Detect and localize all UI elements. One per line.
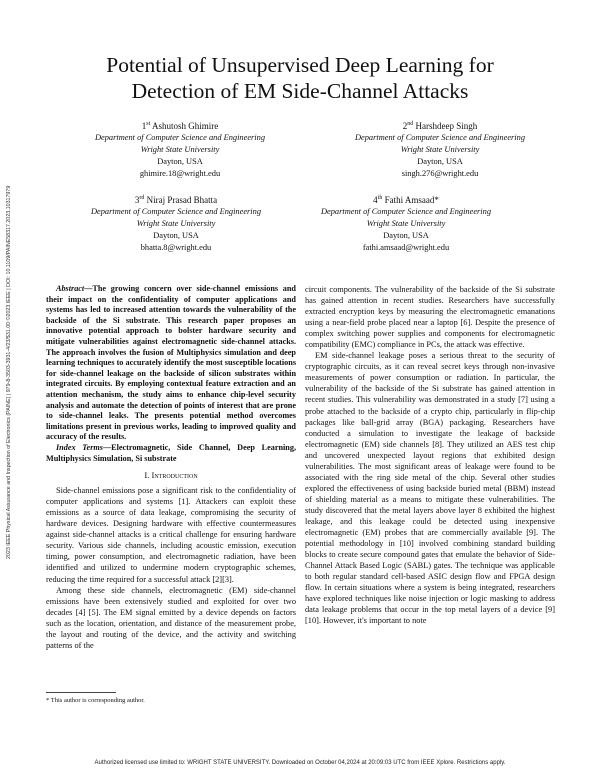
author-location: Dayton, USA <box>157 157 203 166</box>
left-column <box>46 284 296 651</box>
author-university: Wright State University <box>366 219 446 228</box>
author-location: Dayton, USA <box>417 157 463 166</box>
index-terms-label: Index Terms <box>56 442 103 452</box>
author-name: 4th Fathi Amsaad* <box>373 195 439 205</box>
abstract <box>46 284 296 443</box>
author-block-3 <box>66 192 286 254</box>
index-terms-text: —Electromagnetic, Side Channel, Deep Learning, Multiphysics Simulation, Si substrate <box>46 442 297 463</box>
author-block-2 <box>330 118 550 180</box>
author-name: 1st Ashutosh Ghimire <box>141 121 219 131</box>
paper-title <box>40 52 560 104</box>
author-block-1 <box>70 118 290 180</box>
index-terms <box>46 443 296 464</box>
right-paragraph-1: circuit components. The vulnerability of the backside of the Si substrate has gained attention in recent studies. Researchers have successfully extracted encryption keys by measuring the electromagnetic emanations using a near-field probe placed near a laptop [6]. Despite the presence of complex switching power supplies and components for electromagnetic compatibility (EMC) compliance in PCs, the attack was effective. <box>305 285 555 350</box>
footnote-rule <box>46 692 116 693</box>
author-department: Department of Computer Science and Engineering <box>320 207 492 216</box>
author-department: Department of Computer Science and Engineering <box>94 133 266 142</box>
author-department: Department of Computer Science and Engineering <box>354 133 526 142</box>
section-heading-introduction: I. Introduction <box>144 470 198 481</box>
author-email: fathi.amsaad@wright.edu <box>362 243 450 252</box>
author-department: Department of Computer Science and Engineering <box>90 207 262 216</box>
author-university: Wright State University <box>140 145 220 154</box>
author-block-4 <box>296 192 516 254</box>
license-footer: Authorized licensed use limited to: WRIGHT STATE UNIVERSITY. Downloaded on October 04,2024 at 20:09:03 UTC from IEEE Xplore. Restrictions apply. <box>94 760 506 766</box>
author-email: ghimire.18@wright.edu <box>139 169 221 178</box>
intro-paragraph-2: Among these side channels, electromagnetic (EM) side-channel emissions have been extensively studied and exploited for over two decades [4] [5]. The EM signal emitted by a device depends on factors such as the location, orientation, and distance of the measurement probe, the layout and routing of the device, and the activity and switching patterns of the <box>46 585 296 650</box>
author-university: Wright State University <box>136 219 216 228</box>
author-location: Dayton, USA <box>153 231 199 240</box>
intro-paragraph-1: Side-channel emissions pose a significant risk to the confidentiality of computer applications and systems [1]. Attackers can exploit these emissions as a source of data leakage, compromising the security of hardware devices. Designing hardware with effective countermeasures against side-channel attacks is a critical challenge for ensuring hardware security. Various side channels, including acoustic emission, execution timing, power consumption, and electromagnetic radiation, have been identified and utilized to undermine modern cryptographic schemes, reducing the time required for a successful attack [2][3]. <box>46 486 296 584</box>
paper-title-line-1: Potential of Unsupervised Deep Learning for <box>106 53 494 77</box>
right-column <box>305 284 555 626</box>
abstract-label: Abstract <box>56 284 85 293</box>
author-name: 2nd Harshdeep Singh <box>402 121 478 131</box>
footnote: * This author is corresponding author. <box>46 697 145 704</box>
author-name: 3rd Niraj Prasad Bhatta <box>134 195 218 205</box>
ieee-sidebar-citation: 2023 IEEE Physical Assurance and Inspection of Electronics (PAINE) | 979-8-3503-3931-4/23/$31.00 ©2023 IEEE | DOI: 10.1109/PAINE58317.2023.10317979 <box>6 185 12 559</box>
paper-title-line-2: Detection of EM Side-Channel Attacks <box>131 79 469 103</box>
author-university: Wright State University <box>400 145 480 154</box>
author-location: Dayton, USA <box>383 231 429 240</box>
right-paragraph-2: EM side-channel leakage poses a serious threat to the security of cryptographic circuits, as it can reveal secret keys through non-invasive measurements of power consumption or radiation. In particular, the vulnerability of the backside of the Si substrate has gained attention in recent studies. This vulnerability was demonstrated in a study [7] using a probe attached to the backside of a crypto chip, particularly in flip-chip packages like ball-grid array (BGA) packaging. Researchers have conducted a simulation to investigate the leakage of backside electromagnetic (EM) side channels [8]. They utilized an AES test chip and uncovered unexpected layout regions that exhibited design vulnerabilities. The most significant areas of leakage were found to be associated with the ring side metal of the chip. Several other studies explored the effectiveness of using backside buried metal (BBM) instead of shielding material as a means to mitigate these vulnerabilities. The study discovered that the metal layers above layer 8 exhibited the highest leakage, and this leakage could be detected using inexpensive electromagnetic (EM) probes that are commercially available [9]. The potential methodology in [10] involved combining standard building blocks to create secure compound gates that emulate the behavior of Side-Channel Attack Based Logic (SABL) gates. The technique was applicable to both regular standard cell-based ASIC design flow and FPGA design flow. In certain situations where a system is being integrated, researchers have explored techniques like noise injection or logic masking to address data leakage problems that occur in the top metal layers of a device [9] [10]. However, it's important to note <box>305 351 555 626</box>
abstract-text: —The growing concern over side-channel emissions and their impact on the confidentiality of computer applications and systems has led to increased attention towards the vulnerability of the backside of the Si substrate. This research paper proposes an innovative potential approach to bolster hardware security and mitigate vulnerabilities against electromagnetic side-channel attacks. The approach involves the fusion of Multiphysics simulation and deep learning techniques to accurately identify the most susceptible locations for side-channel leakage on the backside of silicon substrates within integrated circuits. By employing contextual feature extraction and an attention mechanism, the study aims to enhance chip-level security analysis and automate the detection of points of interest that are prone to side-channel leaks. The presents potential method overcomes limitations present in previous works, leading to improved quality and accuracy of the results. <box>46 284 296 442</box>
author-email: singh.276@wright.edu <box>401 169 479 178</box>
author-email: bhatta.8@wright.edu <box>140 243 212 252</box>
